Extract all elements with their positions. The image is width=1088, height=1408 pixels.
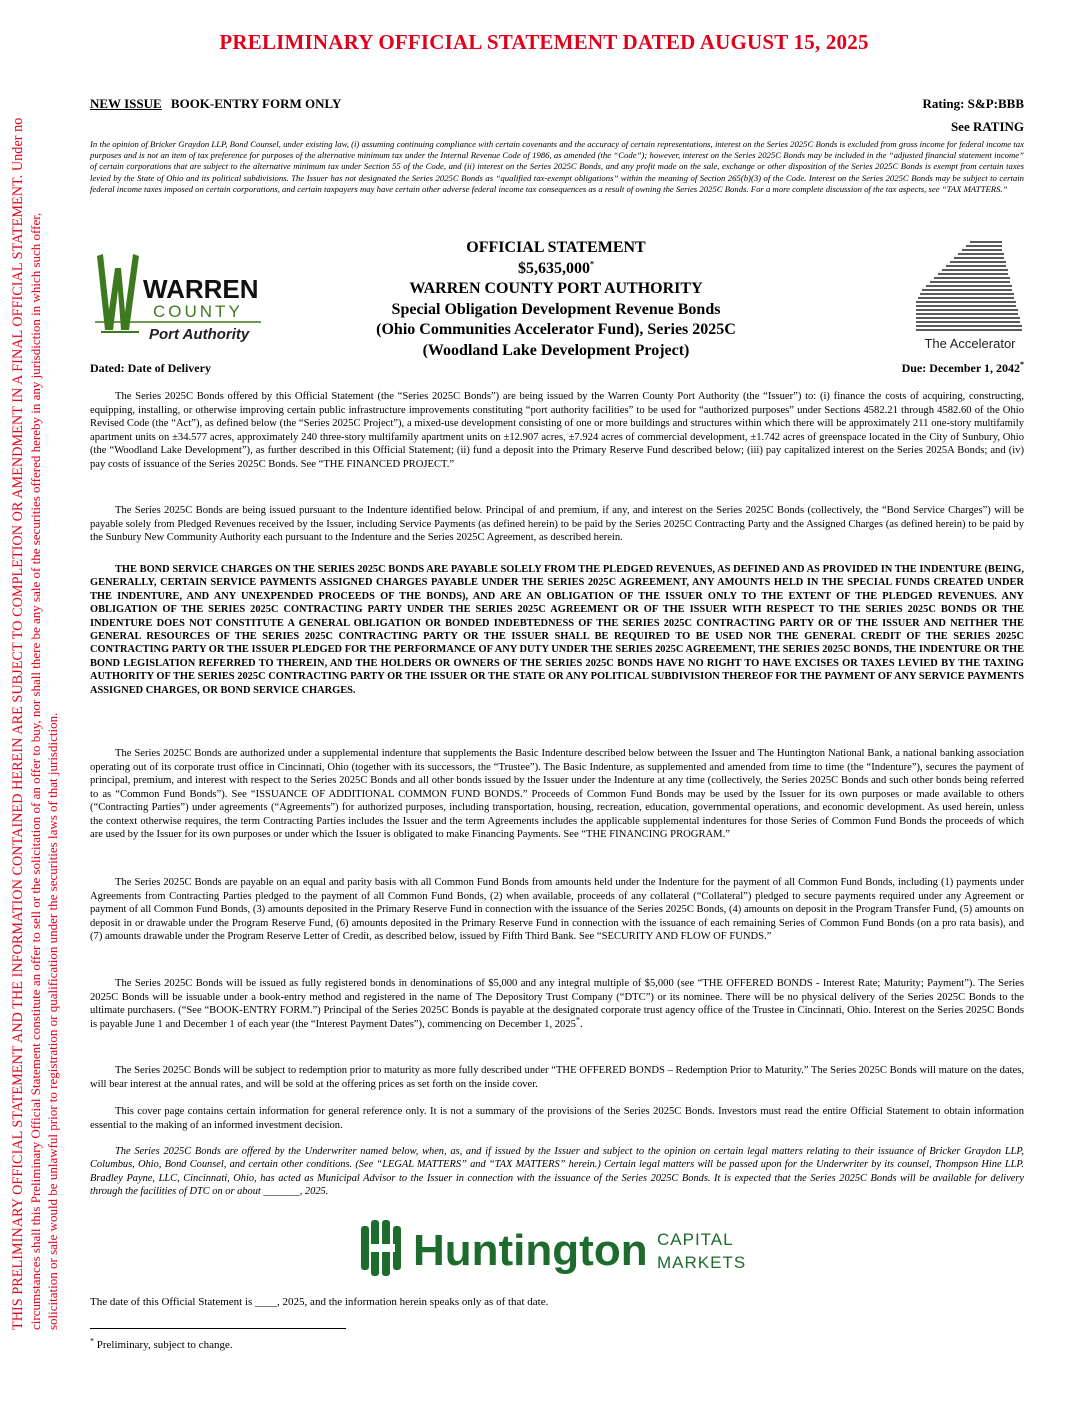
issue-type [90,96,341,112]
markets-word: MARKETS [657,1253,747,1272]
paragraph-redemption: The Series 2025C Bonds will be subject to redemption prior to maturity as more fully described under “THE OFFERED BONDS – Redemption Prior to Maturity.” The Series 2025C Bonds will mature on the dates, will bear interest at the annual rates, and will be sold at the offering prices as set forth on the inside cover. [90,1065,1024,1090]
official-statement-title [306,238,806,361]
bond-project-name: (Woodland Lake Development Project) [422,341,690,359]
paragraph-underwriter: The Series 2025C Bonds are offered by the Underwriter named below, when, as, and if issued by the Issuer and subject to the opinion on certain legal matters relating to their issuance of Bricker Graydon LLP, Columbus, Ohio, Bond Counsel, and certain other conditions. (See “LEGAL MATTERS” and “TAX MATTERS” herein.) Certain legal matters will be passed upon for the Underwriter by its counsel, Thompson Hine LLP. Bradley Payne, LLC, Cincinnati, Ohio, has acted as Municipal Advisor to the Issuer in connection with the issuance of the Series 2025C Bonds. It is expected that the Series 2025C Bonds will be available for delivery through the facilities of DTC on or about _______, 2025. [90,1146,1024,1198]
legend-line-3: solicitation or sale would be unlawful prior to registration or qualification under the securities laws of that jurisdiction. [45,712,60,1330]
rating-label: Rating: S&P:BBB [922,96,1024,111]
issuer-name: WARREN COUNTY PORT AUTHORITY [409,280,703,297]
legend-line-1: THIS PRELIMINARY OFFICIAL STATEMENT AND THE INFORMATION CONTAINED HEREIN ARE SUBJECT TO COMPLETION OR AMENDMENT IN A FINAL OFFICIAL STATEMENT. Under no [10,117,26,1330]
see-rating-label: See RATING [950,119,1024,134]
paragraph-denominations: The Series 2025C Bonds will be issued as fully registered bonds in denominations of $5,000 and any integral multiple of $5,000 (see “THE OFFERED BONDS - Interest Rate; Maturity; Payment”). The Series 2025C Bonds will be issuable under a book-entry method and registered in the name of The Depository Trust Company (“DTC”) or its nominee. There will be no physical delivery of the Series 2025C Bonds to the ultimate purchasers. (“See “BOOK-ENTRY FORM.”) Principal of the Series 2025C Bonds is payable at the designated corporate trust agency office of the Trustee in Cincinnati, Ohio. Interest on the Series 2025C Bonds is payable June 1 and December 1 of each year (the “Interest Payment Dates”), commencing on December 1, 2025*. [90,978,1024,1030]
capital-word: CAPITAL [657,1230,734,1249]
warren-county-logo [93,250,263,345]
paragraph-authorization: The Series 2025C Bonds are authorized under a supplemental indenture that supplements the Basic Indenture described below between the Issuer and The Huntington National Bank, a national banking association operating out of its corporate trust office in Cincinnati, Ohio (together with its successors, the “Trustee”). The Basic Indenture, as supplemented and amended from time to time (the “Indenture”), secures the payment of principal, premium, and interest with respect to the Series 2025C Bonds and all other bonds issued by the Issuer under the Indenture at any time (collectively, the Series 2025C Bonds and such other bonds being referred to as “Common Fund Bonds”). See “ISSUANCE OF ADDITIONAL COMMON FUND BONDS.” Proceeds of Common Fund Bonds may be used by the Issuer for its own purposes or made available to others (“Contracting Parties”) under agreements (“Agreements”) for authorized purposes, including transportation, housing, recreation, education, governmental operations, and economic development. As used herein, unless the context otherwise requires, the term Contracting Parties includes the Issuer and the term Agreements includes the applicable supplemental indentures for those Series of Common Fund Bonds the proceeds of which are used by the Issuer for its own purposes or under which the Issuer is obligated to make Financing Payments. See “THE FINANCING PROGRAM.” [90,748,1024,840]
legend-line-2: circumstances shall this Preliminary Official Statement constitute an offer to sell or the solicitation of an offer to buy, nor shall there be any sale of the securities offered hereby in any jurisdiction in which such offer, [28,212,43,1330]
new-issue-label: NEW ISSUE [90,96,162,111]
preliminary-banner: PRELIMINARY OFFICIAL STATEMENT DATED AUGUST 15, 2025 [219,30,869,54]
warren-word: WARREN [143,274,259,304]
bond-amount: $5,635,000* [518,259,594,277]
paragraph-purpose: The Series 2025C Bonds offered by this Official Statement (the “Series 2025C Bonds”) are being issued by the Warren County Port Authority (the “Issuer”) to: (i) finance the costs of acquiring, constructing, equipping, installing, or otherwise improving certain public infrastructure improvements constituting “port authority facilities” to be used for “authorized purposes” under Sections 4582.21 through 4582.60 of the Ohio Revised Code (the “Act”), as defined below (the “Series 2025C Project”), a mixed-use development consisting of one or more buildings and structures within which there will be approximately 211 one-story multifamily apartment units on ±34.577 acres, approximately 240 three-story multifamily apartment units on ±12.907 acres, ±7.924 acres of commercial development, ±1.742 acres of greenspace located in the City of Sunbury, Ohio (the “Woodland Lake Development”), as further described in this Official Statement; (ii) fund a deposit into the Primary Reserve Fund described below; (iii) pay capitalized interest on the Series 2025A Bonds; and (iv) pay costs of issuance of the Series 2025C Bonds. See “THE FINANCED PROJECT.” [90,391,1024,470]
accelerator-logo [914,240,1026,355]
statement-date-line: The date of this Official Statement is ____, 2025, and the information herein speaks only as of that date. [90,1296,549,1308]
tax-opinion: In the opinion of Bricker Graydon LLP, Bond Counsel, under existing law, (i) assuming continuing compliance with certain covenants and the accuracy of certain representations, interest on the Series 2025C Bonds is excluded from gross income for federal income tax purposes and is not an item of tax preference for purposes of the alternative minimum tax under the Internal Revenue Code of 1986, as amended (the “Code”); however, interest on the Series 2025C Bonds may be included in the “adjusted financial statement income” of certain corporations that are subject to the alternative minimum tax under Section 55 of the Code, and (ii) interest on the Series 2025C Bonds, and any profit made on the sale, exchange or other disposition of the Series 2025C Bonds is exempt from certain taxes levied by the State of Ohio and its political subdivisions. The Issuer has not designated the Series 2025C Bonds as “qualified tax-exempt obligations” within the meaning of Section 265(b)(3) of the Code. Interest on the Series 2025C Bonds may be subject to certain federal income taxes imposed on certain corporations, and certain taxpayers may have certain other adverse federal income tax consequences as a result of owning the Series 2025C Bonds. For a more complete discussion of the tax aspects, see “TAX MATTERS.” [90,139,1024,194]
huntington-mark-icon [361,1220,401,1276]
paragraph-cover-info: This cover page contains certain information for general reference only. It is not a summary of the provisions of the Series 2025C Bonds. Investors must read the entire Official Statement to obtain information essential to the making of an informed investment decision. [90,1106,1024,1131]
paragraph-indenture: The Series 2025C Bonds are being issued pursuant to the Indenture identified below. Principal of and premium, if any, and interest on the Series 2025C Bonds (collectively, the “Bond Service Charges”) will be payable solely from Pledged Revenues received by the Issuer, including Service Payments (as defined herein) to be paid by the Series 2025C Contracting Party and the Assigned Charges (as defined herein) to be paid by the Sunbury New Community Authority each pursuant to the Indenture and the Series 2025C Agreement, as described herein. [90,505,1024,543]
county-word: COUNTY [153,302,243,321]
accelerator-word: The Accelerator [924,336,1016,351]
paragraph-parity: The Series 2025C Bonds are payable on an equal and parity basis with all Common Fund Bonds from amounts held under the Indenture for the payment of all Common Fund Bonds, including (1) payments under Agreements from Contracting Parties pledged to the payment of all Common Fund Bonds, (2) when available, proceeds of any collateral (“Collateral”) pledged to secure payments required under any Agreement or payment of all Common Fund Bonds, (3) amounts deposited in the Primary Reserve Fund in connection with the issuance of the Series 2025C Bonds, (4) amounts on deposit in the Program Transfer Fund, (5) amounts on deposit in or drawable under the Program Reserve Fund, (6) amounts deposited in the Primary Reserve Fund in connection with the issuance of each remaining Series of Common Fund Bonds (on a pro rata basis), and (7) amounts drawable under the Program Reserve Letter of Credit, as described below, issued by Fifth Third Bank. See “SECURITY AND FLOW OF FUNDS.” [90,877,1024,942]
paragraph-limited-obligation: THE BOND SERVICE CHARGES ON THE SERIES 2025C BONDS ARE PAYABLE SOLELY FROM THE PLEDGED REVENUES, AS DEFINED AND AS PROVIDED IN THE INDENTURE (BEING, GENERALLY, CERTAIN SERVICE PAYMENTS ASSIGNED CHARGES PAYABLE UNDER THE SERIES 2025C AGREEMENT, ANY AMOUNTS HELD IN THE SPECIAL FUNDS CREATED UNDER THE INDENTURE, AND ANY UNEXPENDED PROCEEDS OF THE BONDS), AND ARE AN OBLIGATION OF THE ISSUER ONLY TO THE EXTENT OF THE PLEDGED REVENUES. ANY OBLIGATION OF THE SERIES 2025C CONTRACTING PARTY UNDER THE SERIES 2025C AGREEMENT OR OF THE ISSUER WITH RESPECT TO THE SERIES 2025C BONDS OR THE INDENTURE DOES NOT CONSTITUTE A GENERAL OBLIGATION OR BONDED INDEBTEDNESS OF THE SERIES 2025C CONTRACTING PARTY OR OF THE ISSUER AND NEITHER THE GENERAL RESOURCES OF THE SERIES 2025C CONTRACTING PARTY OR THE ISSUER SHALL BE REQUIRED TO BE USED NOR THE GENERAL CREDIT OF THE SERIES 2025C CONTRACTING PARTY OR THE ISSUER PLEDGED FOR THE PERFORMANCE OF ANY DUTY UNDER THE SERIES 2025C AGREEMENT, THE SERIES 2025C BONDS, THE INDENTURE OR THE BOND LEGISLATION REFERRED TO THEREIN, AND THE HOLDERS OR OWNERS OF THE SERIES 2025C BONDS HAVE NO RIGHT TO HAVE EXCISES OR TAXES LEVIED BY THE TAXING AUTHORITY OF THE SERIES 2025C CONTRACTING PARTY OR THE ISSUER OR THE STATE OR ANY POLITICAL SUBDIVISION THEREOF FOR THE PAYMENT OF ANY SERVICE PAYMENTS ASSIGNED CHARGES, OR BOND SERVICE CHARGES. [90,564,1024,696]
accelerator-a-mark-icon [916,242,1022,330]
footnote-divider [90,1328,346,1329]
huntington-word: Huntington [413,1226,648,1275]
book-entry-label: BOOK-ENTRY FORM ONLY [170,96,342,111]
port-authority-word: Port Authority [149,326,250,343]
bond-series-name: Special Obligation Development Revenue Bonds [391,300,721,318]
red-herring-legend [10,90,70,1330]
huntington-capital-markets-logo [357,1218,757,1278]
warren-w-mark-icon [97,254,139,330]
dated-line: Dated: Date of Delivery [90,361,211,375]
title-line-1: OFFICIAL STATEMENT [466,239,646,256]
bond-series-fund: (Ohio Communities Accelerator Fund), Series 2025C [376,321,736,338]
due-line: Due: December 1, 2042* [901,360,1024,375]
footnote: * Preliminary, subject to change. [90,1336,233,1351]
